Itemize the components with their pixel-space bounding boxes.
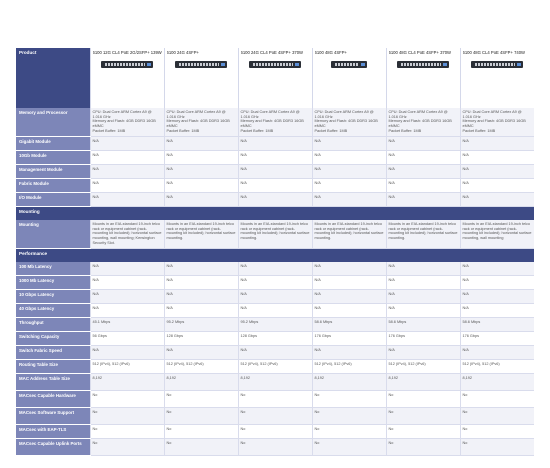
cell-value: CPU: Dual Core ARM Cortex A9 @ 1.016 GHz Memory and Flash: 4GB DDR3 16GB eMMC Packet Buffer: 1MB <box>238 108 312 137</box>
cell-value: N/A <box>90 304 164 318</box>
cell-value: N/A <box>90 290 164 304</box>
mounting-row <box>16 220 534 249</box>
cell-value: Mounts in an EIA-standard 19-inch telco rack or equipment cabinet (rack-mounting kit included); horizontal surface mounting, wall mounting <box>460 220 534 249</box>
row-label: I/O Module <box>16 193 90 207</box>
row-label: MAC Address Table Size <box>16 374 90 391</box>
cell-value: 8,192 <box>238 374 312 391</box>
performance-row <box>16 262 534 276</box>
cell-value: No <box>312 425 386 439</box>
performance-row <box>16 304 534 318</box>
cell-value: N/A <box>460 179 534 193</box>
product-column-1 <box>90 48 164 108</box>
cell-value: N/A <box>312 151 386 165</box>
cell-value: N/A <box>164 346 238 360</box>
module-row <box>16 179 534 193</box>
cell-value: CPU: Dual Core ARM Cortex A9 @ 1.016 GHz Memory and Flash: 4GB DDR3 16GB eMMC Packet Buffer: 1MB <box>312 108 386 137</box>
cell-value: No <box>238 439 312 456</box>
switch-image <box>331 61 367 68</box>
cell-value: N/A <box>312 193 386 207</box>
cell-value: N/A <box>90 276 164 290</box>
row-label: MACsec Software Support <box>16 408 90 425</box>
cell-value: N/A <box>312 346 386 360</box>
performance-section <box>16 249 534 263</box>
cell-value: 128 Gbps <box>238 332 312 346</box>
cell-value: 8,192 <box>386 374 460 391</box>
cell-value: N/A <box>90 346 164 360</box>
cell-value: N/A <box>90 151 164 165</box>
cell-value: N/A <box>460 137 534 151</box>
cell-value: No <box>164 439 238 456</box>
cell-value: N/A <box>238 137 312 151</box>
cell-value: 56 Gbps <box>90 332 164 346</box>
cell-value: No <box>90 408 164 425</box>
cell-value: 45.1 Mbps <box>90 318 164 332</box>
cell-value: N/A <box>164 290 238 304</box>
switch-image <box>471 61 523 68</box>
performance-row <box>16 439 534 456</box>
cell-value: CPU: Dual Core ARM Cortex A9 @ 1.016 GHz Memory and Flash: 4GB DDR3 16GB eMMC Packet Buffer: 1MB <box>164 108 238 137</box>
cell-value: Mounts in an EIA-standard 19-inch telco rack or equipment cabinet (rack-mounting kit included); horizontal surface mounting. <box>312 220 386 249</box>
cell-value: No <box>238 425 312 439</box>
cell-value: No <box>386 391 460 408</box>
cell-value: N/A <box>386 179 460 193</box>
cell-value: 58.6 Mbps <box>460 318 534 332</box>
switch-image <box>397 61 449 68</box>
cell-value: N/A <box>312 262 386 276</box>
cell-value: 128 Gbps <box>164 332 238 346</box>
cell-value: N/A <box>164 137 238 151</box>
cell-value: 512 (IPv4), 512 (IPv6) <box>460 360 534 374</box>
cell-value: 95.2 Mbps <box>238 318 312 332</box>
cell-value: 8,192 <box>164 374 238 391</box>
module-row <box>16 193 534 207</box>
switch-image <box>249 61 301 68</box>
product-name: 6100 24G CL4 PoE 4SFP+ 370W <box>240 50 304 55</box>
cell-value: Mounts in an EIA-standard 19-inch telco rack or equipment cabinet (rack-mounting kit included); horizontal surface mounting. <box>386 220 460 249</box>
cell-value: No <box>90 425 164 439</box>
row-label: 1000 Mb Latency <box>16 276 90 290</box>
cell-value: N/A <box>460 346 534 360</box>
cell-value: N/A <box>238 346 312 360</box>
cell-value: No <box>164 425 238 439</box>
cell-value: N/A <box>238 262 312 276</box>
cell-value: Mounts in an EIA-standard 19-inch telco rack or equipment cabinet (rack-mounting kit included); horizontal surface mounting, wall mounting; Kensington Security Slot. <box>90 220 164 249</box>
cell-value: N/A <box>164 179 238 193</box>
cell-value: No <box>386 425 460 439</box>
cell-value: CPU: Dual Core ARM Cortex A9 @ 1.016 GHz Memory and Flash: 4GB DDR3 16GB eMMC Packet Buffer: 1MB <box>386 108 460 137</box>
switch-image <box>101 61 153 68</box>
cell-value: N/A <box>386 165 460 179</box>
product-column-4 <box>312 48 386 108</box>
product-name: 6100 48G CL4 PoE 4SFP+ 370W <box>388 50 452 55</box>
cell-value: No <box>312 439 386 456</box>
cell-value: N/A <box>238 165 312 179</box>
cell-value: 8,192 <box>460 374 534 391</box>
cell-value: No <box>460 408 534 425</box>
cell-value: No <box>90 439 164 456</box>
spec-table <box>16 48 534 456</box>
row-label: Switching Capacity <box>16 332 90 346</box>
cell-value: N/A <box>238 304 312 318</box>
cell-value: N/A <box>90 262 164 276</box>
row-label: MACsec Capable Uplink Ports <box>16 439 90 456</box>
performance-row <box>16 360 534 374</box>
performance-row <box>16 318 534 332</box>
cell-value: N/A <box>460 165 534 179</box>
product-name: 6100 24G 4SFP+ <box>166 50 199 55</box>
product-header-label: Product <box>16 48 90 108</box>
cell-value: Mounts in an EIA-standard 19-inch telco rack or equipment cabinet (rack-mounting kit included); horizontal surface mounting. <box>238 220 312 249</box>
cell-value: N/A <box>386 262 460 276</box>
performance-row <box>16 374 534 391</box>
row-label: 10 Gbps Latency <box>16 290 90 304</box>
cell-value: 176 Gbps <box>460 332 534 346</box>
performance-row <box>16 425 534 439</box>
cell-value: 58.6 Mbps <box>386 318 460 332</box>
cell-value: 512 (IPv4), 512 (IPv6) <box>164 360 238 374</box>
cell-value: No <box>460 425 534 439</box>
spec-comparison-sheet <box>16 48 534 456</box>
cell-value: N/A <box>460 290 534 304</box>
row-label: 40 Gbps Latency <box>16 304 90 318</box>
cell-value: 512 (IPv4), 512 (IPv6) <box>386 360 460 374</box>
cell-value: N/A <box>238 179 312 193</box>
row-label: MACsec Capable Hardware <box>16 391 90 408</box>
cell-value: N/A <box>386 193 460 207</box>
cell-value: No <box>238 391 312 408</box>
cell-value: N/A <box>164 304 238 318</box>
cell-value: N/A <box>238 193 312 207</box>
product-column-3 <box>238 48 312 108</box>
cell-value: 58.6 Mbps <box>312 318 386 332</box>
performance-row <box>16 332 534 346</box>
cell-value: N/A <box>238 290 312 304</box>
cell-value: No <box>460 439 534 456</box>
cell-value: N/A <box>386 137 460 151</box>
product-name: 6100 12G CL4 PoE 2G/2SFP+ 139W <box>92 50 162 55</box>
cell-value: N/A <box>312 304 386 318</box>
product-column-2 <box>164 48 238 108</box>
cell-value: N/A <box>164 165 238 179</box>
cell-value: 95.2 Mbps <box>164 318 238 332</box>
cell-value: N/A <box>386 290 460 304</box>
cell-value: N/A <box>312 276 386 290</box>
module-row <box>16 151 534 165</box>
cell-value: N/A <box>164 262 238 276</box>
performance-row <box>16 276 534 290</box>
row-label: Mounting <box>16 220 90 249</box>
cell-value: N/A <box>312 290 386 304</box>
cell-value: 512 (IPv4), 512 (IPv6) <box>90 360 164 374</box>
cell-value: N/A <box>312 179 386 193</box>
cell-value: No <box>238 408 312 425</box>
cell-value: N/A <box>460 151 534 165</box>
row-label: Memory and Processor <box>16 108 90 137</box>
cell-value: 8,192 <box>90 374 164 391</box>
cell-value: N/A <box>312 165 386 179</box>
performance-row <box>16 408 534 425</box>
cell-value: N/A <box>386 304 460 318</box>
cell-value: N/A <box>164 193 238 207</box>
product-name: 6100 48G CL4 PoE 4SFP+ 740W <box>462 50 526 55</box>
product-header-row <box>16 48 534 108</box>
cell-value: N/A <box>90 193 164 207</box>
cell-value: N/A <box>90 165 164 179</box>
performance-row <box>16 391 534 408</box>
cell-value: N/A <box>238 151 312 165</box>
cell-value: No <box>312 408 386 425</box>
cell-value: No <box>90 391 164 408</box>
cell-value: 512 (IPv4), 512 (IPv6) <box>312 360 386 374</box>
cell-value: 8,192 <box>312 374 386 391</box>
cell-value: CPU: Dual Core ARM Cortex A9 @ 1.016 GHz Memory and Flash: 4GB DDR3 16GB eMMC Packet Buffer: 1MB <box>460 108 534 137</box>
row-label: Fabric Module <box>16 179 90 193</box>
cell-value: No <box>312 391 386 408</box>
module-row <box>16 165 534 179</box>
cell-value: No <box>386 439 460 456</box>
cell-value: N/A <box>386 346 460 360</box>
product-column-6 <box>460 48 534 108</box>
row-label: Throughput <box>16 318 90 332</box>
cell-value: N/A <box>164 276 238 290</box>
performance-row <box>16 346 534 360</box>
cell-value: N/A <box>460 304 534 318</box>
switch-image <box>175 61 227 68</box>
cell-value: 176 Gbps <box>312 332 386 346</box>
cell-value: N/A <box>460 262 534 276</box>
row-label: Gigabit Module <box>16 137 90 151</box>
cell-value: No <box>164 408 238 425</box>
cell-value: No <box>164 391 238 408</box>
memory-row <box>16 108 534 137</box>
row-label: Routing Table Size <box>16 360 90 374</box>
cell-value: N/A <box>238 276 312 290</box>
row-label: Management Module <box>16 165 90 179</box>
row-label: MACsec with EAP-TLS <box>16 425 90 439</box>
row-label: 10Gb Module <box>16 151 90 165</box>
cell-value: N/A <box>460 193 534 207</box>
cell-value: N/A <box>312 137 386 151</box>
cell-value: N/A <box>90 137 164 151</box>
cell-value: N/A <box>386 151 460 165</box>
cell-value: No <box>386 408 460 425</box>
row-label: 100 Mb Latency <box>16 262 90 276</box>
row-label: Switch Fabric Speed <box>16 346 90 360</box>
section-title: Performance <box>16 249 534 263</box>
cell-value: N/A <box>90 179 164 193</box>
cell-value: N/A <box>386 276 460 290</box>
performance-row <box>16 290 534 304</box>
cell-value: CPU: Dual Core ARM Cortex A9 @ 1.016 GHz Memory and Flash: 4GB DDR3 16GB eMMC Packet Buffer: 1MB <box>90 108 164 137</box>
cell-value: 512 (IPv4), 512 (IPv6) <box>238 360 312 374</box>
cell-value: Mounts in an EIA-standard 19-inch telco rack or equipment cabinet (rack-mounting kit included); horizontal surface mounting. <box>164 220 238 249</box>
cell-value: 176 Gbps <box>386 332 460 346</box>
product-name: 6100 48G 4SFP+ <box>314 50 347 55</box>
module-row <box>16 137 534 151</box>
cell-value: No <box>460 391 534 408</box>
mounting-section <box>16 207 534 221</box>
cell-value: N/A <box>460 276 534 290</box>
cell-value: N/A <box>164 151 238 165</box>
product-column-5 <box>386 48 460 108</box>
section-title: Mounting <box>16 207 534 221</box>
